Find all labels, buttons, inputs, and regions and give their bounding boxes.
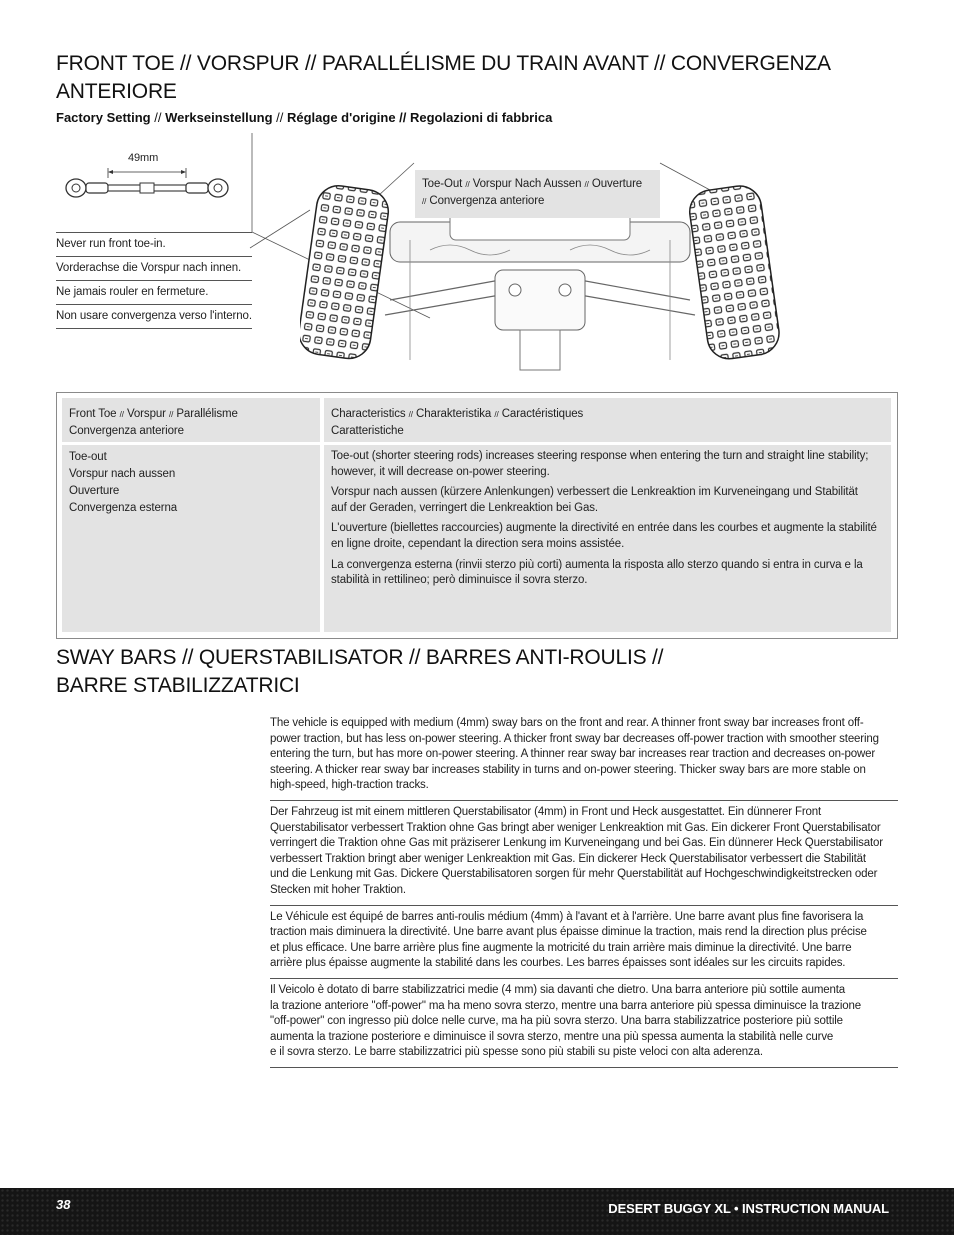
text-line: arrière plus épaisse augmente la stabilité dans les courbes. Les barres épaisses sont idéales sur les circuits rapides. [270, 957, 846, 970]
text-line: however, it will decrease on-power steering. [331, 465, 550, 478]
row-description-it [331, 558, 891, 589]
separator: // [465, 180, 470, 189]
text-line: auf der Geraden, verringert die Lenkreaktion bei Gas. [331, 501, 599, 514]
text-line: Toe-out (shorter steering rods) increases steering response when entering the turn and straight line stability; [331, 450, 869, 462]
row-label: Convergenza esterna [69, 502, 178, 514]
separator: // [154, 110, 162, 125]
text-line: Il Veicolo è dotato di barre stabilizzatrici medie (4 mm) sia davanti che dietro. Una barra anteriore più sottile aumenta [270, 983, 846, 996]
text-line: power traction, but has less on-power steering. A thicker front sway bar decreases off-power traction with smoother steering [270, 732, 879, 745]
header-caracteristiques: Caractéristiques [501, 408, 584, 420]
text-line: Stecken mit hoher Traktion. [270, 883, 406, 896]
sway-paragraph-it [270, 979, 898, 1067]
sway-paragraph-en [270, 716, 898, 800]
sway-bars-text [270, 716, 898, 1068]
text-line: La convergenza esterna (rinvii sterzo più corti) aumenta la risposta allo sterzo quando si entra in curva e la [331, 558, 863, 571]
factory-setting-en: Factory Setting [56, 110, 151, 125]
text-line: The vehicle is equipped with medium (4mm) sway bars on the front and rear. A thinner front sway bar increases front off- [270, 717, 864, 729]
separator: // [422, 197, 427, 206]
text-line: entering the turn, but has more on-power steering. A thinner rear sway bar increases rear traction and decreases on-power [270, 748, 876, 761]
text-line: Querstabilisator verbessert Traktion ohne Gas bringt aber weniger Lenkreaktion mit Gas. Ein dickerer Front Querstabilisator [270, 821, 881, 834]
header-parallelisme: Parallélisme [176, 408, 238, 420]
note-item: Non usare convergenza verso l'interno. [56, 305, 252, 329]
front-toe-title-line1: FRONT TOE // VORSPUR // PARALLÉLISME DU TRAIN AVANT // CONVERGENZA [56, 52, 831, 75]
factory-setting-fr-it: Réglage d'origine // Regolazioni di fabbrica [287, 110, 553, 125]
sway-paragraph-fr [270, 906, 898, 978]
text-line: traction mais diminuera la directivité. Une barre avant plus épaisse diminue la traction, mais rend la direction plus précise [270, 926, 867, 939]
text-line: la trazione anteriore "off-power" ma ha meno sovra sterzo, mentre una barra anteriore più spessa diminuisce la trazione [270, 999, 861, 1012]
separator: // [119, 410, 124, 419]
text-line: et plus efficace. Une barre arrière plus fine augmente la motricité du train arrière mais diminue la directivité. Une barre [270, 941, 852, 954]
text-line: Le Véhicule est équipé de barres anti-roulis médium (4mm) à l'avant et à l'arrière. Une barre avant plus fine favorisera la [270, 910, 864, 923]
header-characteristics: Characteristics [331, 408, 406, 420]
row-description-de [331, 485, 891, 516]
separator: // [276, 110, 284, 125]
rod-length-label: 49mm [128, 152, 159, 164]
callout-convergenza: Convergenza anteriore [429, 195, 545, 207]
text-line: en ligne droite, cependant la direction sera moins assistée. [331, 537, 625, 550]
front-toe-title-line2: ANTERIORE [56, 80, 177, 103]
table-header-right [324, 398, 891, 442]
separator: // [584, 180, 589, 189]
text-line: "off-power" con ingresso più dolce nelle curve, ma ha più sovra sterzo. Una barra stabilizzatrice posteriore più sottile [270, 1015, 843, 1028]
text-line: Vorspur nach aussen (kürzere Anlenkungen) verbessert die Lenkreaktion im Kurveneingang und Stabilität [331, 486, 858, 499]
factory-setting-de: Werkseinstellung [165, 110, 273, 125]
header-front-toe: Front Toe [69, 408, 117, 420]
note-item: Ne jamais rouler en fermeture. [56, 281, 252, 305]
header-vorspur: Vorspur [126, 408, 166, 420]
row-description-en [331, 449, 891, 480]
sway-paragraph-de [270, 801, 898, 905]
divider [270, 1067, 898, 1068]
page-footer [0, 1188, 954, 1235]
note-item: Vorderachse die Vorspur nach innen. [56, 257, 252, 281]
text-line: L'ouverture (biellettes raccourcies) augmente la directivité en entrée dans les courbes et augmente la stabilité [331, 522, 877, 535]
page-number: 38 [56, 1197, 71, 1212]
note-item: Never run front toe-in. [56, 233, 252, 257]
callout-toe-out: Toe-Out [422, 178, 463, 190]
text-line: verbessert Traktion bringt aber weniger Lenkreaktion mit Gas. Ein dickerer Heck Querstabilisator verbessert die Stabilität [270, 852, 866, 865]
separator: // [169, 410, 174, 419]
separator: // [408, 410, 413, 419]
callout-vorspur: Vorspur Nach Aussen [472, 178, 582, 190]
table-row-left [62, 445, 320, 632]
row-label: Vorspur nach aussen [69, 468, 176, 480]
row-label: Ouverture [69, 485, 120, 497]
callout-ouverture: Ouverture [591, 178, 643, 190]
text-line: e il sovra sterzo. Le barre stabilizzatrici più spesse sono più stabili su piste veloci con alta aderenza. [270, 1046, 763, 1059]
text-line: Der Fahrzeug ist mit einem mittleren Querstabilisator (4mm) in Front und Heck ausgestattet. Ein dünnerer Front [270, 805, 822, 818]
header-charakteristika: Charakteristika [416, 408, 492, 420]
row-description-fr [331, 521, 891, 552]
manual-title: DESERT BUGGY XL • INSTRUCTION MANUAL [608, 1201, 889, 1216]
text-line: und die Lenkung mit Gas. Dickere Querstabilisatoren sorgen für mehr Querstabilität auf Hochgeschwindigkeitstrecken oder [270, 868, 878, 881]
text-line: stabilità in rettilineo; però diminuisce il sovra sterzo. [331, 574, 588, 587]
table-header-left [62, 398, 320, 442]
text-line: verringert die Traktion ohne Gas mit präziserer Lenkung im Kurveneingang und bei Gas. Ein dünnerer Heck Querstabilisator [270, 837, 883, 850]
toe-out-callout [415, 170, 660, 218]
text-line: aumenta la trazione posteriore e diminuisce il sovra sterzo, mentre una più spessa aumenta la stabilità nelle curve [270, 1030, 834, 1043]
header-convergenza: Convergenza anteriore [69, 425, 184, 437]
separator: // [494, 410, 499, 419]
header-caratteristiche: Caratteristiche [331, 425, 404, 437]
sway-bars-title-line1: SWAY BARS // QUERSTABILISATOR // BARRES ANTI-ROULIS // [56, 646, 664, 669]
row-label: Toe-out [69, 451, 107, 463]
text-line: steering. A thicker rear sway bar increases stability in turns and on-power steering. Thicker sway bars are more stable on [270, 763, 866, 776]
table-row-right [324, 445, 891, 632]
text-line: high-speed, high-traction tracks. [270, 779, 429, 792]
sway-bars-title-line2: BARRE STABILIZZATRICI [56, 674, 300, 697]
